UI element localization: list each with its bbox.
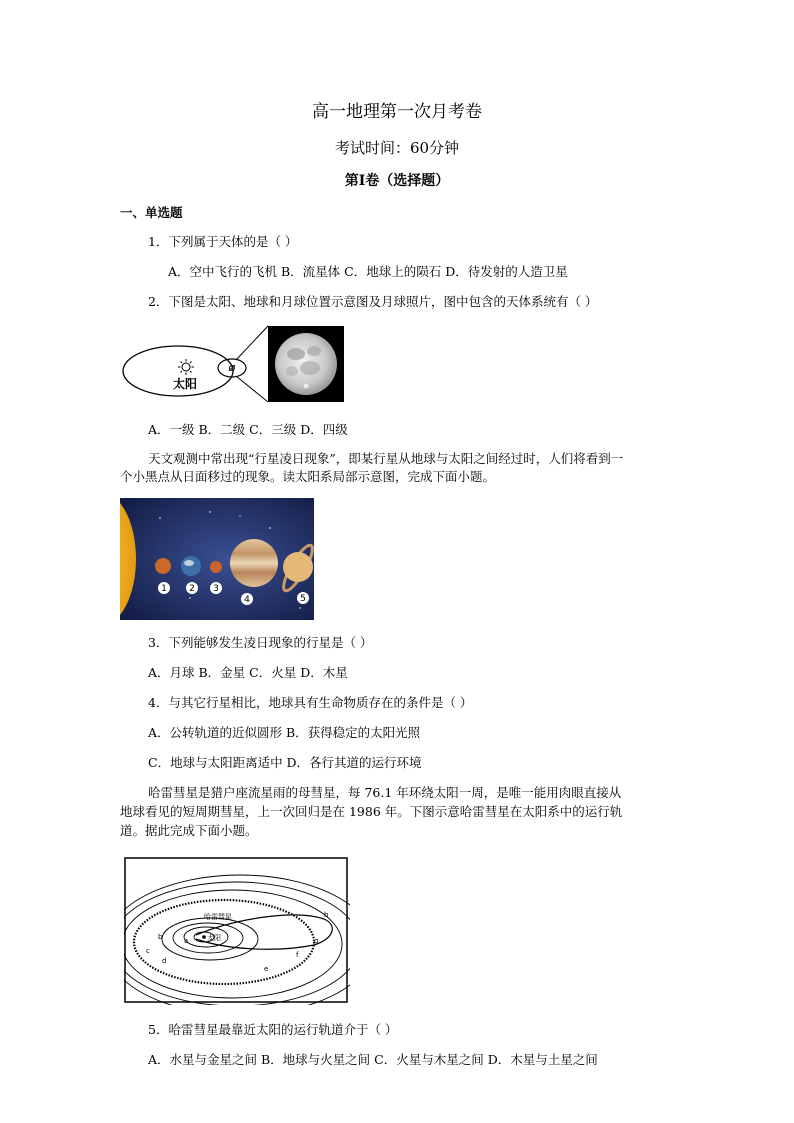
planet-number-3: 3 (213, 584, 219, 594)
halley-passage-line-1: 哈雷彗星是猎户座流星雨的母彗星，每 76.1 年环绕太阳一周，是唯一能用肉眼直接从 (148, 785, 622, 800)
planet-1 (155, 558, 171, 574)
transit-passage-line-1: 天文观测中常出现“行星凌日现象”，即某行星从地球与太阳之间经过时，人们将看到一 (148, 451, 624, 466)
question-1-stem: 1．下列属于天体的是（ ） (148, 234, 298, 249)
planet-2 (181, 556, 201, 576)
orbit-letter-c: c (146, 947, 150, 955)
section-heading: 一、单选题 (120, 205, 183, 220)
question-3-options: A．月球 B．金星 C．火星 D．木星 (148, 665, 348, 680)
orbit-letter-d: d (162, 957, 167, 965)
question-4-options-line-1: A．公转轨道的近似圆形 B．获得稳定的太阳光照 (148, 725, 421, 740)
sun-icon (178, 359, 194, 375)
question-1-options: A．空中飞行的飞机 B．流星体 C．地球上的陨石 D．待发射的人造卫星 (168, 264, 568, 279)
moon-photo (275, 333, 337, 395)
orbit-letter-f: f (296, 951, 299, 959)
question-2-stem: 2．下图是太阳、地球和月球位置示意图及月球照片，图中包含的天体系统有（ ） (148, 294, 598, 309)
page-title: 高一地理第一次月考卷 (312, 102, 482, 122)
halley-passage-line-3: 道。据此完成下面小题。 (120, 823, 258, 838)
orbit-letter-h: h (324, 911, 329, 919)
question-4-options-line-2: C．地球与太阳距离适中 D．各行其道的运行环境 (148, 755, 422, 770)
planet-3 (210, 561, 222, 573)
planet-number-5: 5 (300, 594, 306, 604)
question-5-options: A．水星与金星之间 B．地球与火星之间 C．火星与木星之间 D．木星与土星之间 (148, 1052, 598, 1067)
question-3-stem: 3．下列能够发生凌日现象的行星是（ ） (148, 635, 373, 650)
question-2-options: A．一级 B．二级 C．三级 D．四级 (148, 422, 348, 437)
sun-earth-moon-diagram (120, 324, 348, 404)
orbit-letter-b: b (158, 933, 163, 941)
orbit-letter-e: e (264, 965, 269, 973)
exam-time: 考试时间：60分钟 (334, 139, 460, 157)
sun-label: 太阳 (173, 377, 198, 391)
planet-number-2: 2 (189, 584, 195, 594)
diagram-comet-label: 哈雷彗星 (204, 913, 232, 921)
question-5-stem: 5．哈雷彗星最靠近太阳的运行轨道介于（ ） (148, 1022, 398, 1037)
volume-heading: 第Ⅰ卷（选择题） (344, 173, 450, 189)
orbit-letter-g: g (314, 937, 319, 945)
diagram-sun-label: 太阳 (207, 934, 221, 942)
planet-number-4: 4 (244, 595, 250, 605)
halley-orbit-diagram (124, 857, 350, 1005)
question-4-stem: 4．与其它行星相比，地球具有生命物质存在的条件是（ ） (148, 695, 473, 710)
orbit-letter-a: a (184, 937, 189, 945)
transit-passage-line-2: 个小黑点从日面移过的现象。读太阳系局部示意图，完成下面小题。 (120, 469, 496, 484)
planet-number-1: 1 (161, 584, 167, 594)
planet-4 (230, 539, 278, 587)
halley-passage-line-2: 地球看见的短周期彗星，上一次回归是在 1986 年。下图示意哈雷彗星在太阳系中的运行轨 (120, 804, 623, 819)
solar-system-image (120, 498, 314, 620)
